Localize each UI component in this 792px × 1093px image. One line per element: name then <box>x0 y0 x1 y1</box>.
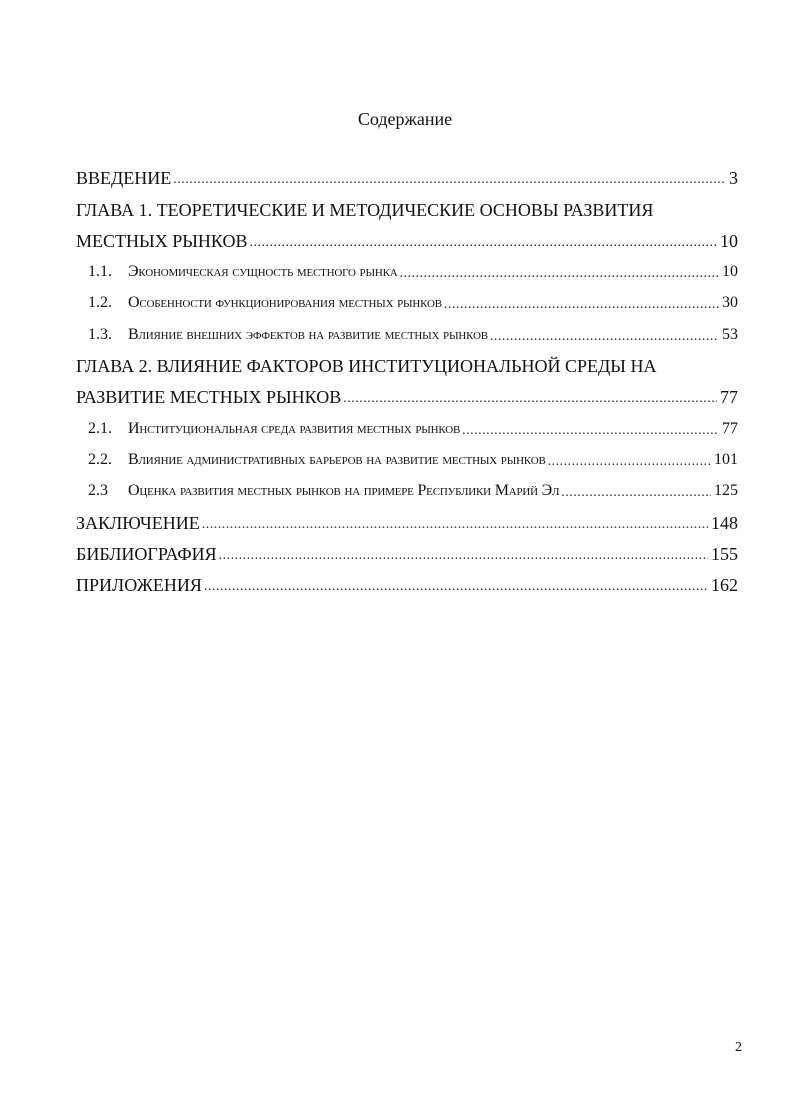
toc-entry-number: 2.3 <box>88 482 108 500</box>
toc-entry-title: Влияние административных барьеров на развитие местных рынков <box>128 450 546 468</box>
toc-entry-title: Оценка развития местных рынков на примере Республики Марий Эл <box>128 482 560 500</box>
toc-entry-number: 1.1. <box>88 263 112 281</box>
dot-leader <box>204 574 708 596</box>
toc-entry-title: ПРИЛОЖЕНИЯ <box>76 575 202 596</box>
toc-entry-conclusion[interactable] <box>76 504 738 535</box>
dot-leader <box>444 292 719 314</box>
dot-leader <box>249 230 717 252</box>
dot-leader <box>490 324 719 346</box>
toc-entry-page: 53 <box>722 325 738 343</box>
toc-entry-section-2-1[interactable] <box>76 410 738 441</box>
toc-entry-introduction[interactable] <box>76 160 738 191</box>
toc-entry-number: 1.3. <box>88 325 112 343</box>
toc-entry-page: 101 <box>714 450 738 468</box>
toc-entry-title: Экономическая сущность местного рынка <box>128 263 398 281</box>
toc-entry-appendices[interactable] <box>76 567 738 598</box>
toc-entry-title: Институциональная среда развития местных рынков <box>128 419 461 437</box>
toc-entry-section-1-1[interactable] <box>76 254 738 285</box>
toc-entry-title: ГЛАВА 1. ТЕОРЕТИЧЕСКИЕ И МЕТОДИЧЕСКИЕ ОСНОВЫ РАЗВИТИЯ <box>76 199 654 220</box>
toc-entry-page: 148 <box>711 512 738 533</box>
toc-entry-number: 2.2. <box>88 450 112 468</box>
dot-leader <box>173 167 726 189</box>
toc-entry-page: 10 <box>720 230 738 251</box>
toc-entry-title: БИБЛИОГРАФИЯ <box>76 543 217 564</box>
dot-leader <box>561 480 711 502</box>
toc-entry-section-1-3[interactable] <box>76 316 738 347</box>
dot-leader <box>548 449 711 471</box>
dot-leader <box>462 418 719 440</box>
toc-entry-title: Влияние внешних эффектов на развитие местных рынков <box>128 325 488 343</box>
toc-entry-page: 3 <box>729 168 738 189</box>
toc-entry-title: ЗАКЛЮЧЕНИЕ <box>76 512 200 533</box>
toc-entry-chapter-2[interactable] <box>76 348 738 379</box>
toc-entry-chapter-2-continued[interactable] <box>76 379 738 410</box>
toc-entry-title: МЕСТНЫХ РЫНКОВ <box>76 230 248 251</box>
toc-entry-page: 125 <box>714 482 738 500</box>
toc-entry-title: Особенности функционирования местных рынков <box>128 294 442 312</box>
toc-entry-page: 162 <box>711 575 738 596</box>
toc-entry-chapter-1[interactable] <box>76 191 738 222</box>
toc-entry-page: 155 <box>711 543 738 564</box>
toc-entry-section-2-2[interactable] <box>76 442 738 473</box>
toc-entry-number: 2.1. <box>88 419 112 437</box>
toc-entry-bibliography[interactable] <box>76 536 738 567</box>
dot-leader <box>399 261 719 283</box>
toc-entry-title: ВВЕДЕНИЕ <box>76 168 172 189</box>
toc-entry-page: 77 <box>722 419 738 437</box>
dot-leader <box>343 386 717 408</box>
toc-entry-page: 10 <box>722 263 738 281</box>
toc-entry-chapter-1-continued[interactable] <box>76 223 738 254</box>
toc-entry-title: РАЗВИТИЕ МЕСТНЫХ РЫНКОВ <box>76 387 342 408</box>
page-title: Содержание <box>357 109 453 129</box>
dot-leader <box>202 512 708 534</box>
toc-entry-title: ГЛАВА 2. ВЛИЯНИЕ ФАКТОРОВ ИНСТИТУЦИОНАЛЬНОЙ СРЕДЫ НА <box>76 356 657 377</box>
toc-entry-number: 1.2. <box>88 294 112 312</box>
toc-entry-page: 30 <box>722 294 738 312</box>
toc-entry-section-1-2[interactable] <box>76 285 738 316</box>
toc-entry-page: 77 <box>720 387 738 408</box>
dot-leader <box>219 543 708 565</box>
page-number: 2 <box>735 1040 742 1055</box>
table-of-contents <box>76 160 738 598</box>
toc-entry-section-2-3[interactable] <box>76 473 738 504</box>
